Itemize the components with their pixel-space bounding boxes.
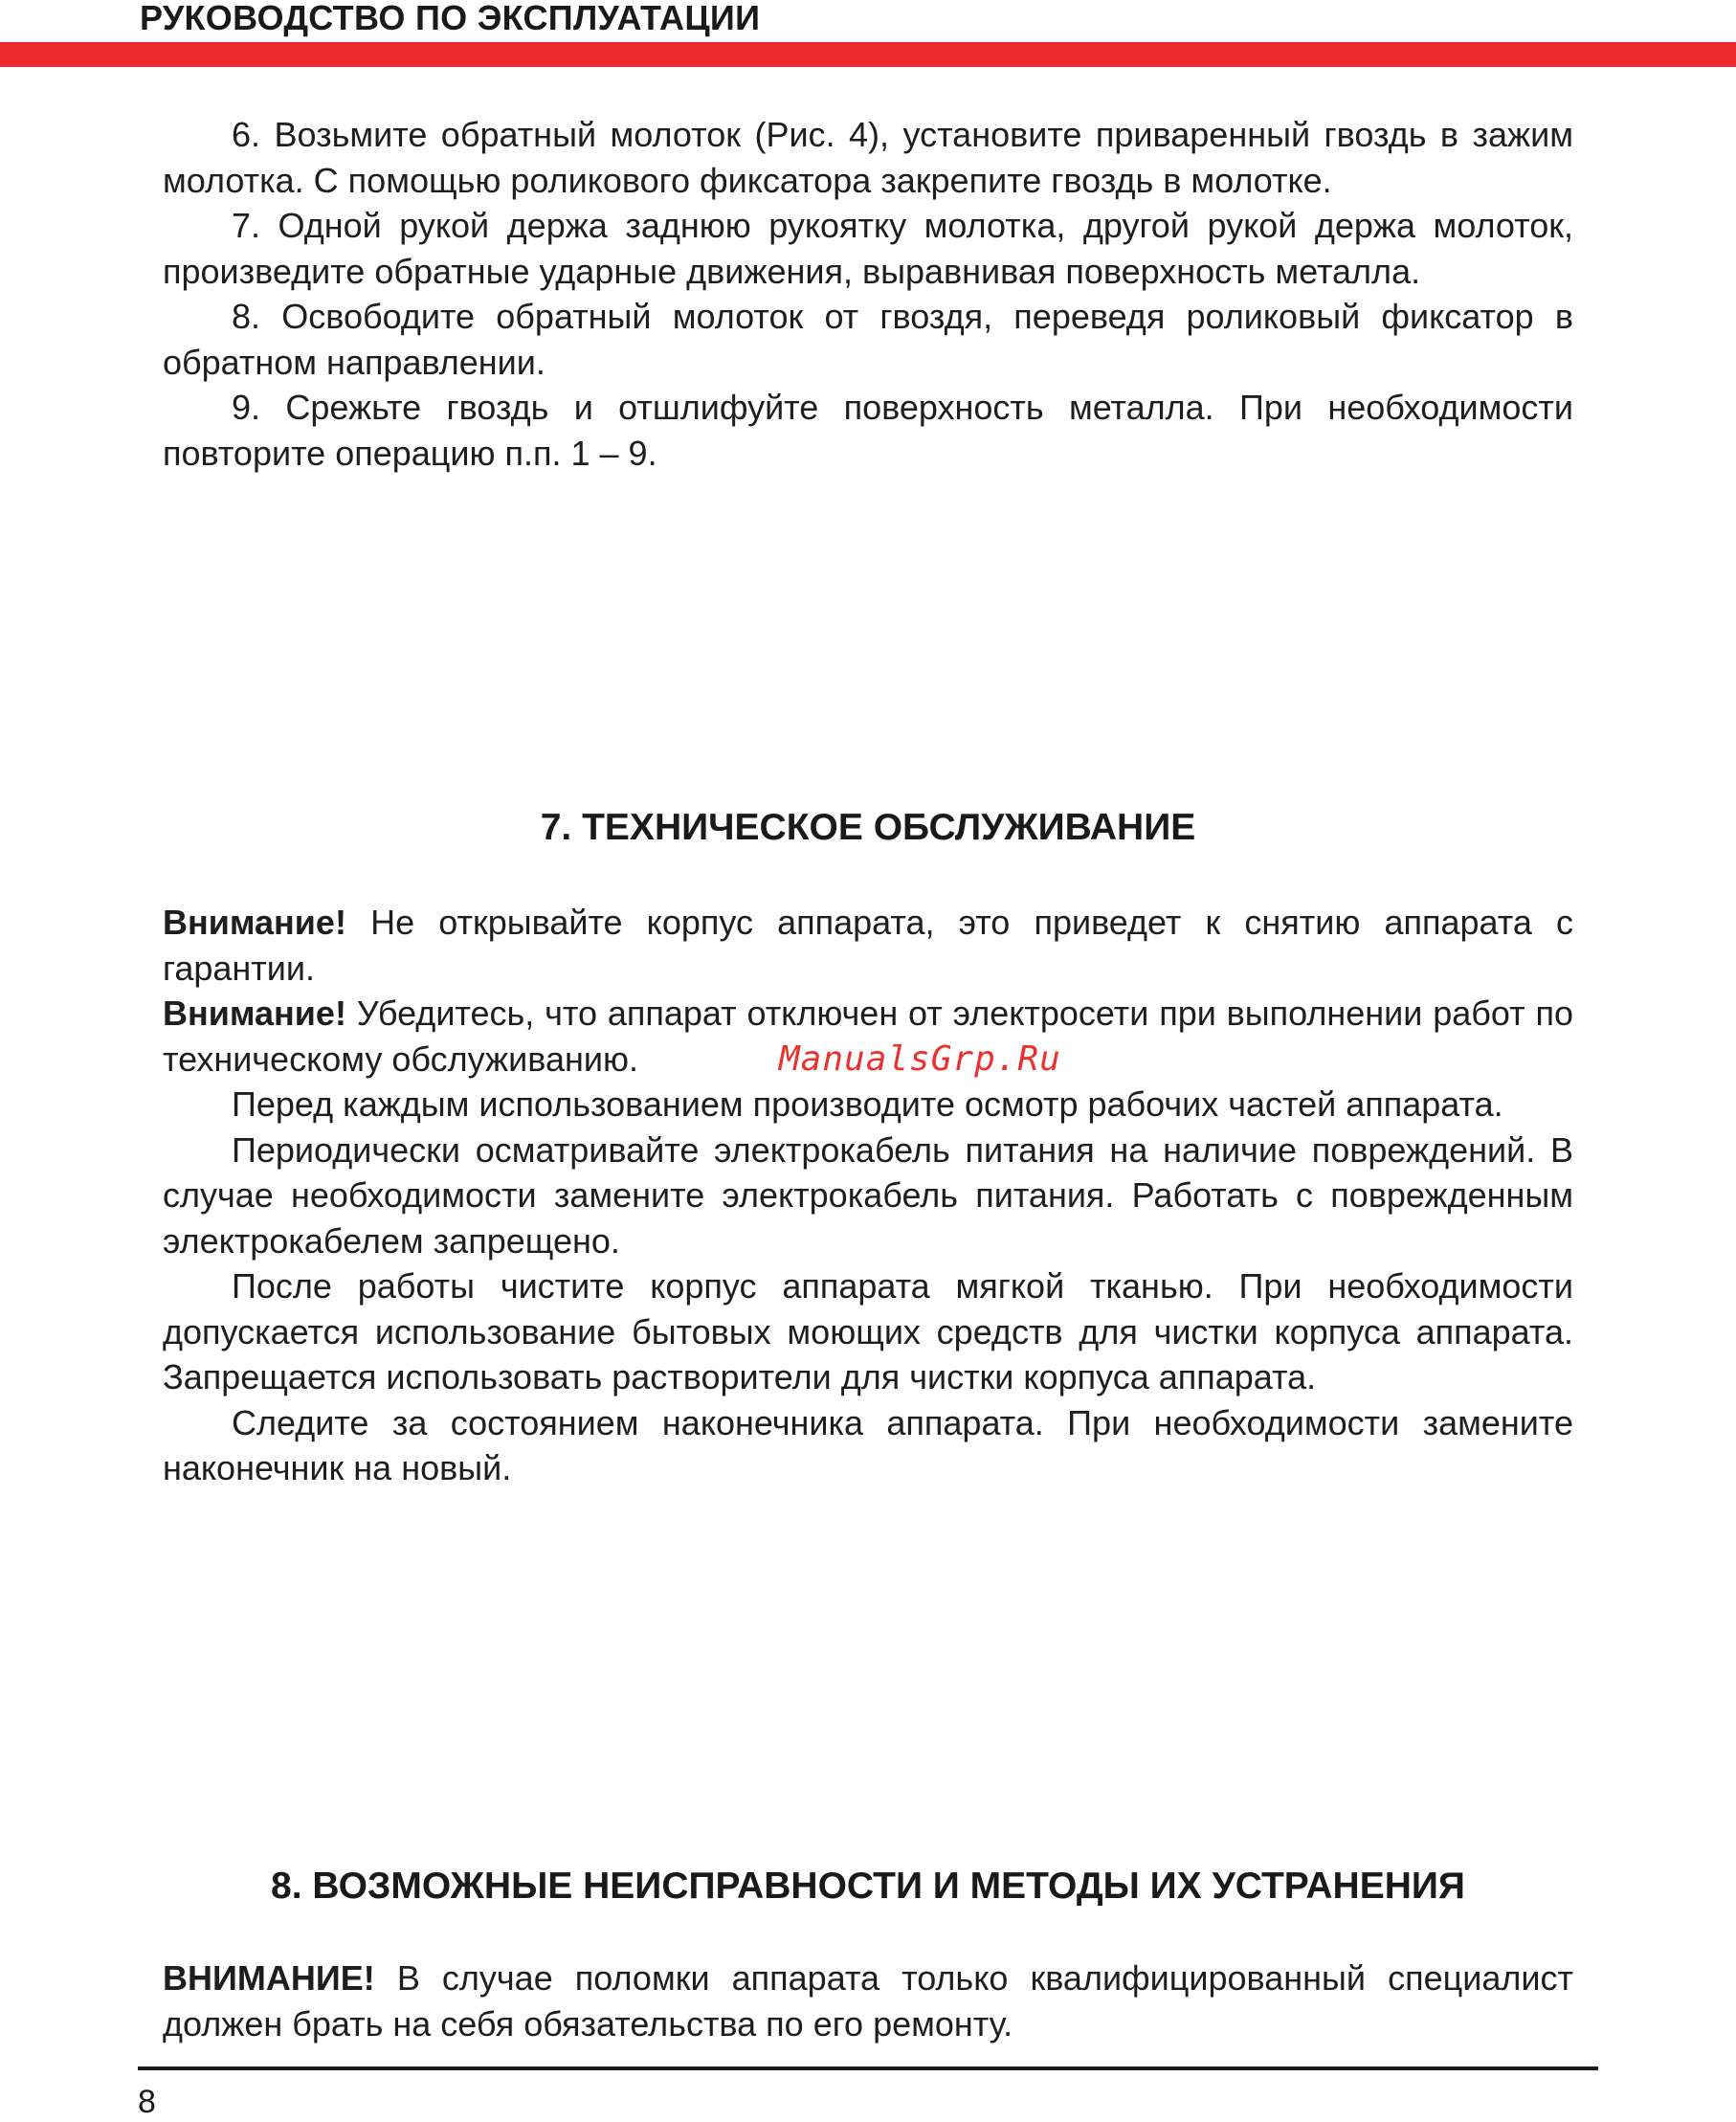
warning-label: Внимание! xyxy=(163,994,346,1033)
step-6: 6. Возьмите обратный молоток (Рис. 4), установите приваренный гвоздь в зажим молотка. С помощью роликового фиксатора закрепите гвоздь в молотке. xyxy=(163,115,1573,200)
maintenance-paragraph: Периодически осматривайте электрокабель питания на наличие повреждений. В случае необходимости замените электрокабель питания. Работать с поврежденным электрокабелем запрещено. xyxy=(163,1129,1573,1261)
warning-text: Не открывайте корпус аппарата, это приведет к снятию аппарата с гарантии. xyxy=(163,903,1573,988)
maintenance-paragraph: После работы чистите корпус аппарата мягкой тканью. При необходимости допускается использование бытовых моющих средств для чистки корпуса аппарата. Запрещается использовать растворители для чистки корпуса аппарата. xyxy=(163,1266,1573,1396)
warning-text: Убедитесь, что аппарат отключен от электросети при выполнении работ по техническому обслуживанию. xyxy=(163,994,1573,1079)
step-9: 9. Срежьте гвоздь и отшлифуйте поверхность металла. При необходимости повторите операцию п.п. 1 – 9. xyxy=(163,388,1573,473)
page-number: 8 xyxy=(138,2084,156,2120)
warning-paragraph xyxy=(163,1955,1573,2046)
warning-label: Внимание! xyxy=(163,903,346,942)
running-header-title: РУКОВОДСТВО ПО ЭКСПЛУАТАЦИИ xyxy=(140,0,761,37)
step-7: 7. Одной рукой держа заднюю рукоятку молотка, другой рукой держа молоток, произведите обратные ударные движения, выравнивая поверхность металла. xyxy=(163,206,1573,291)
warning-text: В случае поломки аппарата только квалифицированный специалист должен брать на себя обязательства по его ремонту. xyxy=(163,1958,1573,2044)
warning-paragraph xyxy=(163,900,1573,991)
section-8-heading: 8. ВОЗМОЖНЫЕ НЕИСПРАВНОСТИ И МЕТОДЫ ИХ УСТРАНЕНИЯ xyxy=(271,1865,1465,1907)
section-7-heading: 7. ТЕХНИЧЕСКОЕ ОБСЛУЖИВАНИЕ xyxy=(540,807,1196,848)
maintenance-paragraph: Следите за состоянием наконечника аппарата. При необходимости замените наконечник на новый. xyxy=(163,1402,1573,1487)
step-8: 8. Освободите обратный молоток от гвоздя, переведя роликовый фиксатор в обратном направлении. xyxy=(163,297,1573,382)
maintenance-paragraph: Перед каждым использованием производите осмотр рабочих частей аппарата. xyxy=(232,1084,1503,1124)
section-8-body xyxy=(163,1955,1573,2046)
header-red-bar xyxy=(0,42,1736,67)
footer-rule xyxy=(138,2066,1598,2070)
steps-block xyxy=(163,112,1573,476)
watermark-logo: ManualsGrp.Ru xyxy=(779,1039,1061,1079)
warning-label: ВНИМАНИЕ! xyxy=(163,1958,375,1998)
section-7-body xyxy=(163,900,1573,1491)
